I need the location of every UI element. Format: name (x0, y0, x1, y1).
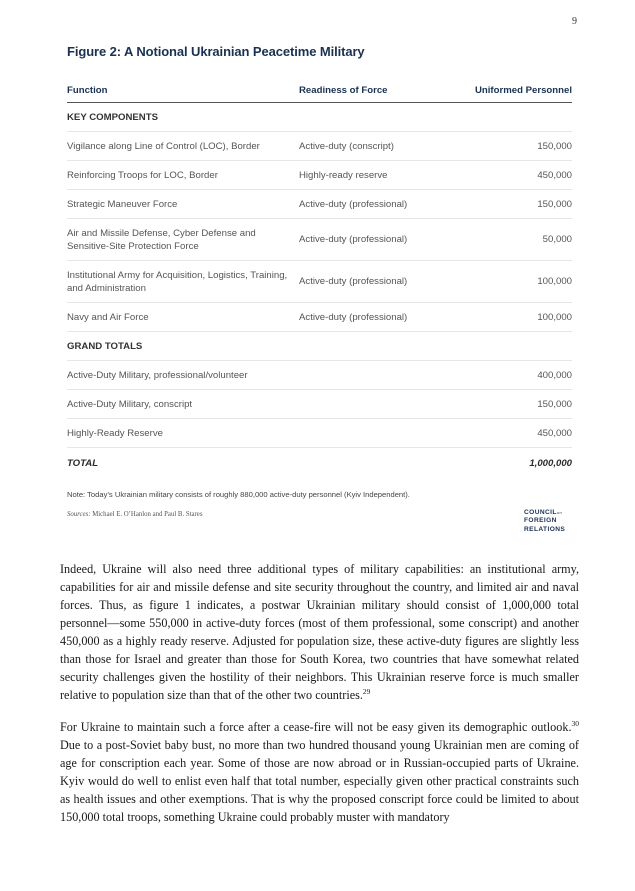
table-row (67, 390, 572, 419)
cfr-logo (524, 509, 584, 534)
logo-line: RELATIONS (524, 525, 566, 533)
sources-label: Sources: (67, 511, 91, 518)
cell-personnel: 450,000 (459, 419, 572, 448)
total-value: 1,000,000 (529, 457, 572, 469)
table-row (67, 261, 572, 303)
total-row (67, 448, 572, 479)
cell-personnel: 50,000 (459, 219, 572, 261)
cell-readiness: Active-duty (professional) (299, 219, 459, 261)
logo-line: FOREIGN (524, 517, 557, 525)
military-table (67, 85, 572, 478)
table-row (67, 219, 572, 261)
cell-function: Highly-Ready Reserve (67, 419, 459, 448)
cell-personnel: 100,000 (459, 261, 572, 303)
table-header-row (67, 85, 572, 103)
cell-personnel: 400,000 (459, 361, 572, 390)
total-label: TOTAL (67, 457, 99, 469)
section-row-key-components (67, 103, 572, 132)
sources-text: Michael E. O’Hanlon and Paul B. Stares (92, 511, 203, 518)
footnote-ref: 29 (362, 686, 371, 696)
cell-function: Active-Duty Military, professional/volunteer (67, 361, 459, 390)
cell-function: Vigilance along Line of Control (LOC), Border (67, 132, 299, 161)
cell-function: Navy and Air Force (67, 303, 299, 332)
table-row (67, 419, 572, 448)
figure-title: Figure 2: A Notional Ukrainian Peacetime Military (67, 44, 365, 59)
cell-readiness: Highly-ready reserve (299, 161, 459, 190)
section-row-grand-totals (67, 332, 572, 361)
footnote-ref: 30 (571, 718, 579, 728)
figure-sources (67, 511, 572, 518)
paragraph: Indeed, Ukraine will also need three additional types of military capabilities: an institutional army, capabilities for air and missile defense and site security throughout the country, and limited air and naval forces. Thus, as figure 1 indicates, a postwar Ukrainian military should consist of 1,000,000 total personnel—some 550,000 in active-duty forces (most of them professional, some conscript) and another 450,000 as a highly ready reserve. Adjusted for population size, these active-duty figures are slightly less than those for Israel and greater than those for South Korea, two countries that have somewhat related security challenges given the hostility of their neighbors. This Ukrainian reserve force is much smaller relative to population size than that of the other two countries.$^{29}$ (60, 562, 579, 702)
cell-personnel: 150,000 (459, 132, 572, 161)
figure-2 (67, 44, 572, 518)
cell-readiness: Active-duty (professional) (299, 303, 459, 332)
cell-function: Active-Duty Military, conscript (67, 390, 459, 419)
paragraph: For Ukraine to maintain such a force after a cease-fire will not be easy given its demographic outlook.$^{30}$ Due to a post-Soviet baby bust, no more than two hundred thousand young Ukrainian men are coming of age for conscription each year. Some of those are now abroad or in Russian-occupied parts of Ukraine. Kyiv would do well to enlist even half that total number, especially given other practical constraints such as health issues and other exemptions. That is why the proposed conscript force could be limited to about 150,000 total troops, something Ukraine could probably muster with mandatory (60, 718, 579, 824)
cell-readiness: Active-duty (professional) (299, 190, 459, 219)
cell-personnel: 150,000 (459, 190, 572, 219)
cell-personnel: 150,000 (459, 390, 572, 419)
column-header-personnel: Uniformed Personnel (459, 85, 572, 103)
table-row (67, 303, 572, 332)
body-text (60, 560, 579, 840)
column-header-readiness: Readiness of Force (299, 85, 459, 103)
column-header-function: Function (67, 85, 299, 103)
table-row (67, 361, 572, 390)
cell-personnel: 100,000 (459, 303, 572, 332)
section-label: KEY COMPONENTS (67, 103, 572, 132)
cell-function: Air and Missile Defense, Cyber Defense and Sensitive-Site Protection Force (67, 219, 299, 261)
page-number: 9 (572, 16, 577, 27)
cell-personnel: 450,000 (459, 161, 572, 190)
table-row (67, 161, 572, 190)
cell-function: Strategic Maneuver Force (67, 190, 299, 219)
table-row (67, 190, 572, 219)
cell-readiness: Active-duty (professional) (299, 261, 459, 303)
table-row (67, 132, 572, 161)
figure-note: Note: Today’s Ukrainian military consists of roughly 880,000 active-duty personnel (Kyiv Independent). (67, 490, 410, 499)
cell-function: Reinforcing Troops for LOC, Border (67, 161, 299, 190)
cell-function: Institutional Army for Acquisition, Logistics, Training, and Administration (67, 261, 299, 303)
cell-readiness: Active-duty (conscript) (299, 132, 459, 161)
section-label: GRAND TOTALS (67, 332, 572, 361)
logo-line: COUNCILon (524, 509, 563, 516)
